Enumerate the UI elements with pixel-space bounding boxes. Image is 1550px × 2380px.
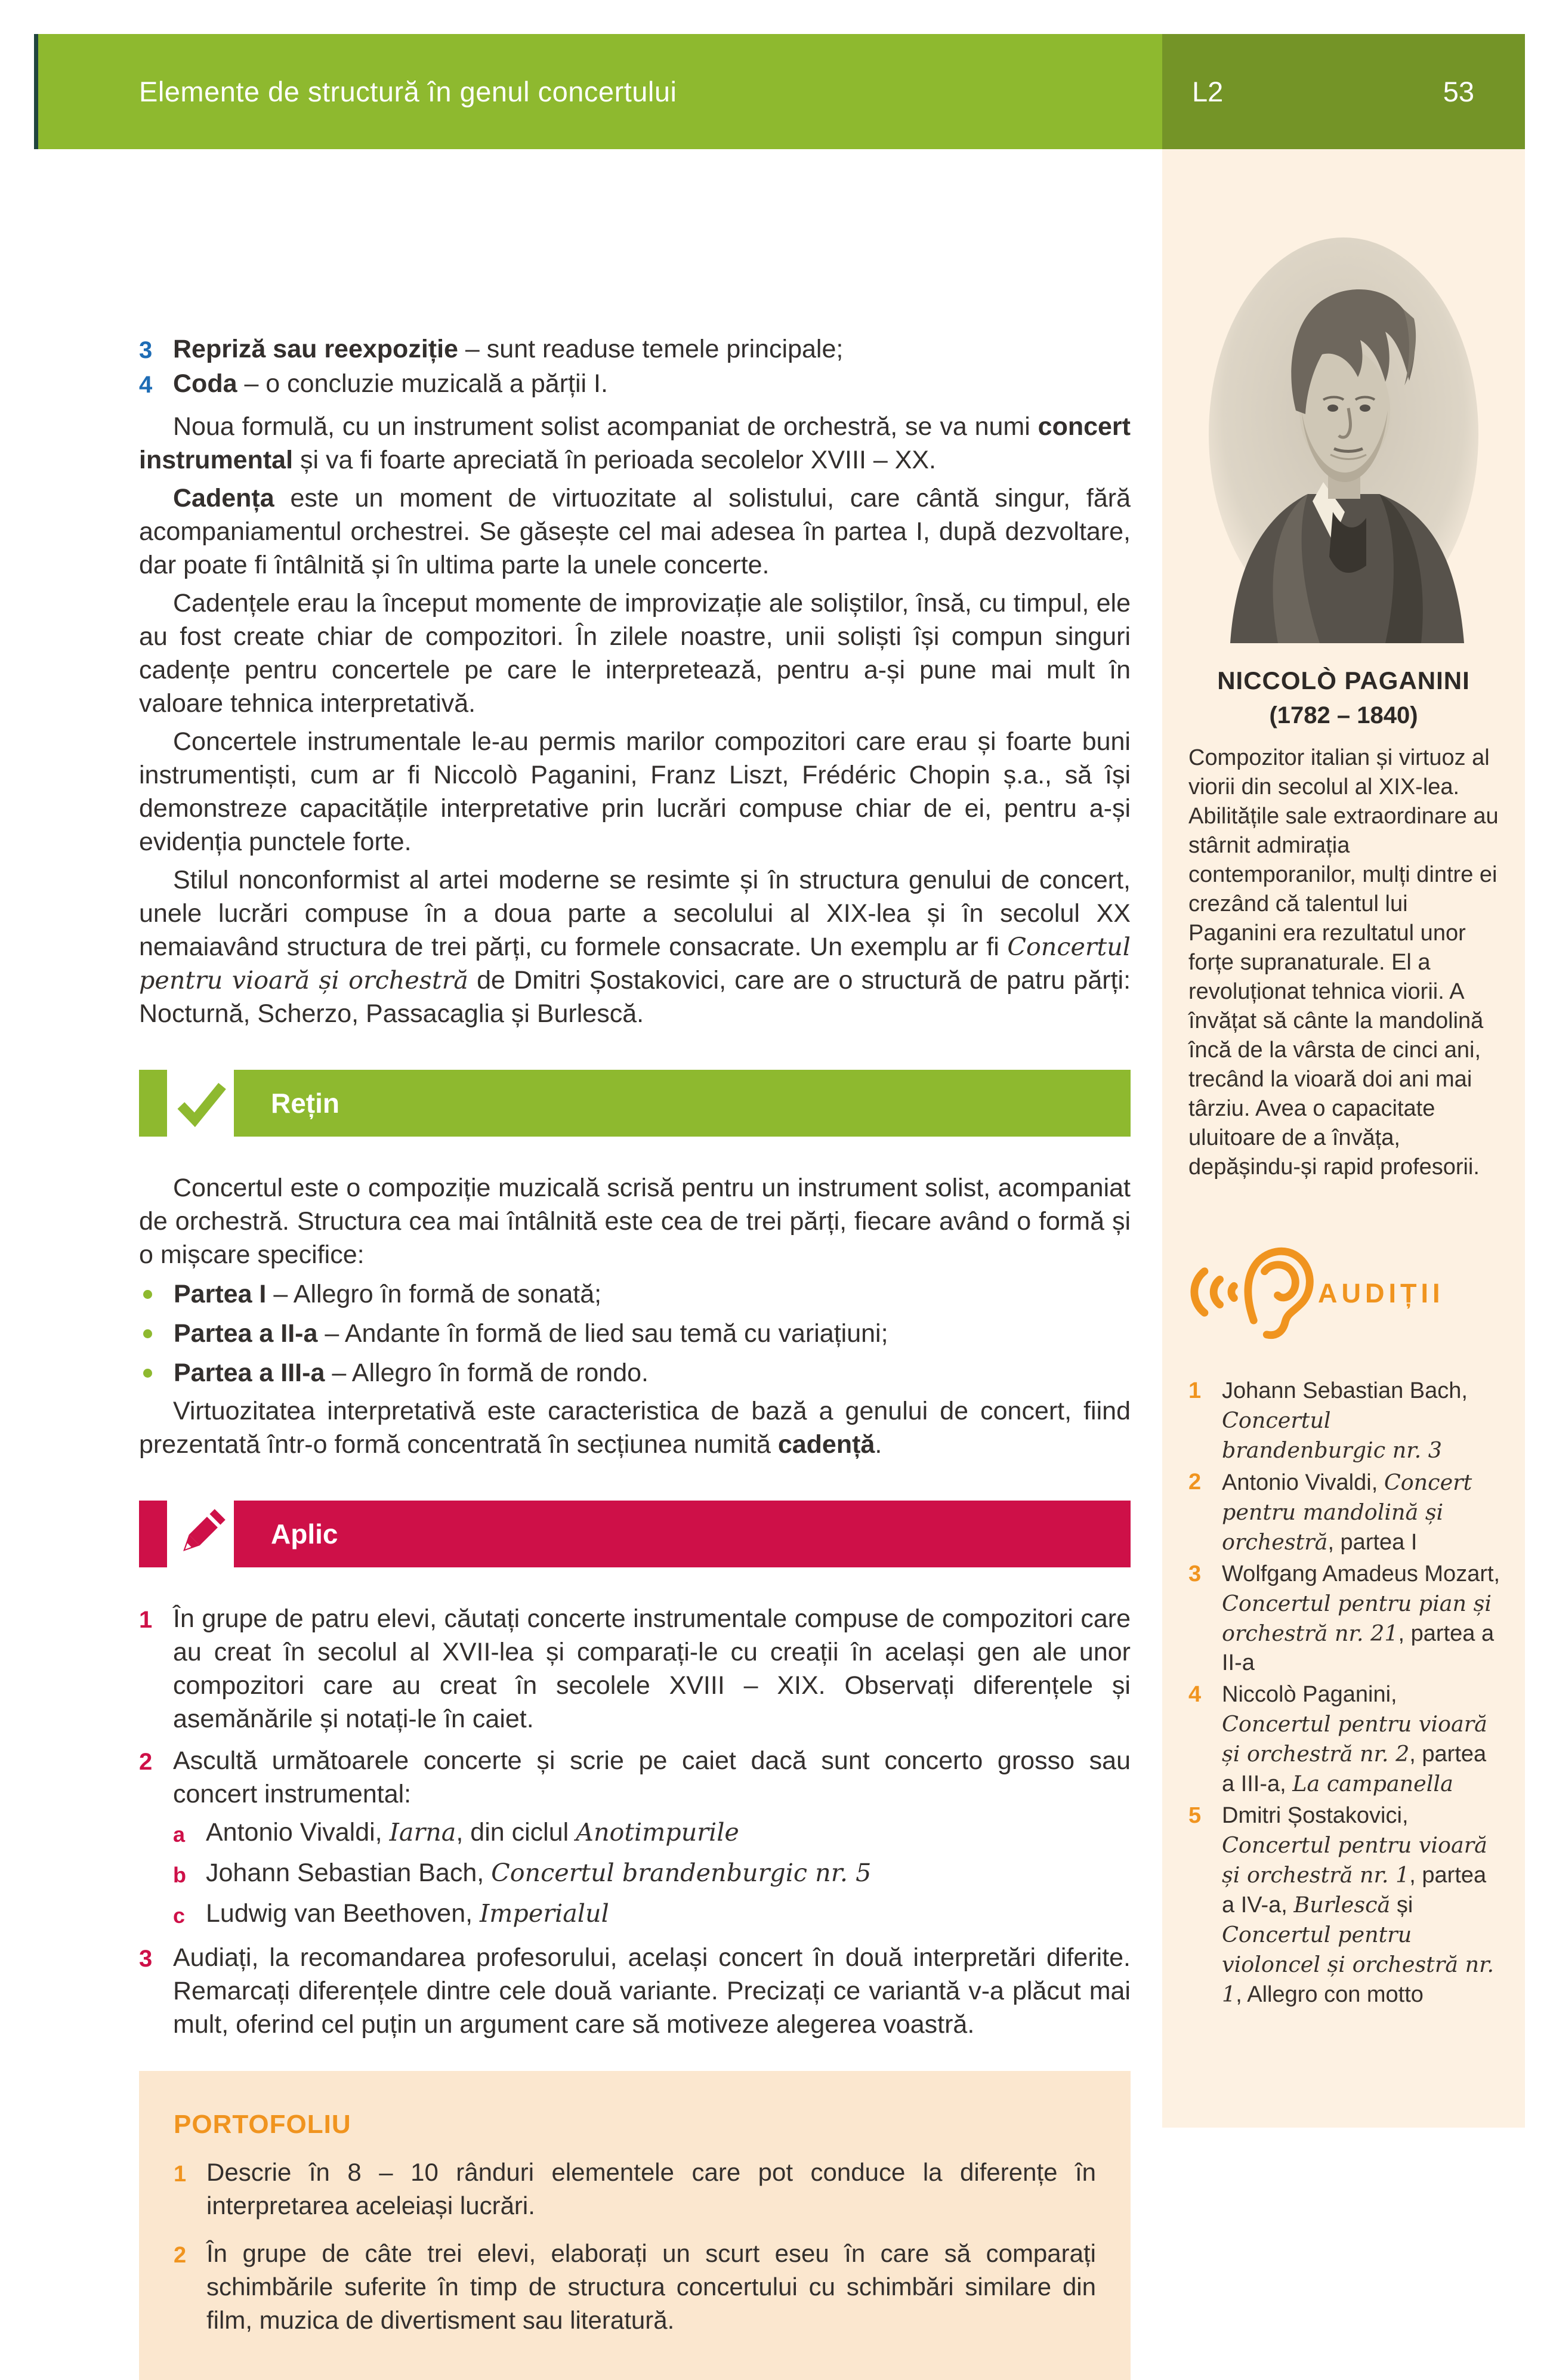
- list-item: [139, 332, 1131, 367]
- audition-item: [1188, 1560, 1501, 1678]
- bullet-text: Partea a III-a – Allegro în formă de rondo.: [174, 1359, 649, 1387]
- paragraph: Cadența este un moment de virtuozitate al solistului, care cântă singur, fără acompaniamentul orchestrei. Se găsește cel mai adesea în partea I, după dezvoltare, dar poate fi întâlnită și în ultima parte la unele concerte.: [139, 484, 1131, 579]
- exercise-number: 2: [139, 1749, 153, 1775]
- figure-dates: (1782 – 1840): [1269, 702, 1418, 728]
- check-icon: [167, 1070, 234, 1137]
- audition-item: [1188, 1680, 1501, 1799]
- audition-text: Johann Sebastian Bach, Concertul brandenburgic nr. 3: [1222, 1378, 1468, 1463]
- audition-text: Niccolò Paganini, Concertul pentru vioară și orchestră nr. 2, partea a III-a, La campanella: [1222, 1682, 1487, 1796]
- list-text: Coda – o concluzie muzicală a părții I.: [173, 369, 608, 398]
- page-number: 53: [1443, 76, 1474, 107]
- list-text: Repriză sau reexpoziție – sunt readuse temele principale;: [173, 335, 844, 363]
- list-number: 3: [139, 337, 153, 363]
- audition-item: [1188, 1468, 1501, 1557]
- bullet-item: [139, 1356, 1131, 1390]
- aplic-banner: [139, 1501, 1131, 1567]
- audition-number: 1: [1188, 1378, 1202, 1403]
- auditii-header: [1185, 1237, 1525, 1350]
- paragraph: Noua formulă, cu un instrument solist acompaniat de orchestră, se va numi concert instrumental și va fi foarte apreciată în perioada secolelor XVIII – XX.: [139, 412, 1131, 474]
- pencil-icon: [167, 1501, 234, 1567]
- page-header: [34, 34, 1525, 149]
- portfolio-item: [174, 2156, 1096, 2222]
- bullet-item: [139, 1277, 1131, 1311]
- audition-text: Antonio Vivaldi, Concert pentru mandolină și orchestră, partea I: [1222, 1470, 1472, 1555]
- audition-item: [1188, 1376, 1501, 1465]
- subitem-text: Antonio Vivaldi, Iarna, din ciclul Anotimpurile: [206, 1818, 739, 1847]
- sidebar: [1162, 149, 1525, 2128]
- exercise-subitem: [173, 1897, 1131, 1933]
- bullet-text: Partea I – Allegro în formă de sonată;: [174, 1280, 602, 1308]
- portfolio-title: PORTOFOLIU: [174, 2110, 351, 2139]
- portfolio-number: 2: [174, 2243, 187, 2268]
- audition-item: [1188, 1801, 1501, 2009]
- subitem-letter: b: [173, 1863, 186, 1887]
- bullet-icon: [143, 1369, 152, 1378]
- exercise-subitem: [173, 1856, 1131, 1892]
- retin-banner: [139, 1070, 1131, 1137]
- exercise-text: [173, 1744, 1131, 1933]
- subitem-text: Johann Sebastian Bach, Concertul brandenburgic nr. 5: [206, 1859, 872, 1887]
- auditii-list: [1188, 1376, 1501, 2009]
- list-item: [139, 367, 1131, 402]
- figure-bio: Compozitor italian și virtuoz al viorii din secolul al XIX-lea. Abilitățile sale extraordinare au stârnit admirația contemporanilor, mulți dintre ei crezând că talentul lui Paganini era rezultatul unor forțe supranaturale. El a revoluționat tehnica viorii. A învățat să cânte la mandolină încă de la vârsta de cinci ani, trecând la vioară doi ani mai târziu. Avea o capacitate uluitoare de a învăța, depășindu-și rapid profesorii.: [1188, 745, 1499, 1180]
- exercise-text: Audiați, la recomandarea profesorului, același concert în două interpretări diferite. Remarcați diferențele dintre cele două variante. Precizați ce variantă v-a plăcut mai mult, oferind cel puțin un argument care să motiveze alegerea voastră.: [173, 1943, 1131, 2039]
- figure-name: NICCOLÒ PAGANINI: [1217, 666, 1470, 694]
- main-content: [139, 332, 1131, 2380]
- audition-number: 3: [1188, 1561, 1202, 1586]
- paragraph: Cadențele erau la început momente de improvizație ale soliștilor, însă, cu timpul, ele au fost create chiar de compozitori. În zilele noastre, unii soliști își compun singuri cadențe pentru concertele pe care le interpretează, pentru a-și pune mai mult în valoare tehnica interpretativă.: [139, 589, 1131, 718]
- aplic-banner-label: Aplic: [234, 1501, 1131, 1567]
- portfolio-item: [174, 2237, 1096, 2337]
- exercise-item: [139, 1602, 1131, 1736]
- subitem-letter: c: [173, 1903, 186, 1928]
- audition-text: Dmitri Șostakovici, Concertul pentru vioară și orchestră nr. 1, partea a IV-a, Burlescă și Concertul pentru violoncel și orchestră nr. 1, Allegro con motto: [1222, 1803, 1495, 2007]
- audition-number: 5: [1188, 1803, 1202, 1828]
- bullet-icon: [143, 1329, 152, 1338]
- ear-icon: [1185, 1237, 1313, 1350]
- paragraph: Virtuozitatea interpretativă este caracteristica de bază a genului de concert, fiind prezentată într-o formă concentrată în secțiunea numită cadență.: [139, 1397, 1131, 1459]
- retin-bullet-list: [139, 1277, 1131, 1390]
- audition-number: 2: [1188, 1470, 1202, 1495]
- header-right-band: [1162, 34, 1525, 149]
- portfolio-number: 1: [174, 2162, 187, 2187]
- exercise-item: [139, 1744, 1131, 1933]
- subitem-text: Ludwig van Beethoven, Imperialul: [206, 1899, 609, 1928]
- exercise-number: 3: [139, 1946, 153, 1972]
- audition-number: 4: [1188, 1682, 1202, 1707]
- bullet-icon: [143, 1290, 152, 1299]
- retin-banner-label: Rețin: [234, 1070, 1131, 1137]
- exercise-item: [139, 1941, 1131, 2041]
- banner-chip: [139, 1070, 167, 1137]
- banner-chip: [139, 1501, 167, 1567]
- exercise-subitem: [173, 1816, 1131, 1851]
- page-title: Elemente de structură în genul concertului: [139, 76, 677, 107]
- exercise-number: 1: [139, 1607, 153, 1633]
- lesson-badge: L2: [1192, 76, 1224, 107]
- bullet-item: [139, 1317, 1131, 1350]
- subitem-letter: a: [173, 1822, 186, 1847]
- portfolio-text: Descrie în 8 – 10 rânduri elementele care pot conduce la diferențe în interpretarea aceleiași lucrări.: [206, 2158, 1096, 2220]
- portfolio-text: În grupe de câte trei elevi, elaborați un scurt eseu în care să comparați schimbările suferite în timp de structura concertului cu schimbări similare din film, muzica de divertisment sau literatură.: [206, 2239, 1096, 2334]
- exercise-text: În grupe de patru elevi, căutați concerte instrumentale compuse de compozitori care au creat în secolul al XVII-lea și comparați-le cu creații în același gen ale unor compozitori care au creat în secolele XVIII – XIX. Observați diferențele și asemănările și notați-le în caiet.: [173, 1604, 1131, 1733]
- paragraph: Concertele instrumentale le-au permis marilor compozitori care erau și foarte buni instrumentiști, cum ar fi Niccolò Paganini, Franz Liszt, Frédéric Chopin ș.a., să își demonstreze capacitățile interpretative prin lucrări compuse chiar de ei, pentru a-și evidenția punctele forte.: [139, 727, 1131, 856]
- portfolio-box: [139, 2071, 1131, 2380]
- paganini-portrait: [1162, 231, 1525, 646]
- auditii-title: AUDIȚII: [1318, 1278, 1444, 1308]
- paragraph: Stilul nonconformist al artei moderne se resimte și în structura genului de concert, unele lucrări compuse în a doua parte a secolului al XIX-lea și în secolul XX nemaiavând structura de trei părți, cu formele consacrate. Un exemplu ar fi Concertul pentru vioară și orchestră de Dmitri Șostakovici, care are o structură de patru părți: Nocturnă, Scherzo, Passacaglia și Burlescă.: [139, 866, 1131, 1028]
- paragraph: Concertul este o compoziție muzicală scrisă pentru un instrument solist, acompaniat de orchestră. Structura cea mai întâlnită este cea de trei părți, fiecare având o formă și o mișcare specifice:: [139, 1174, 1131, 1269]
- bullet-text: Partea a II-a – Andante în formă de lied sau temă cu variațiuni;: [174, 1319, 888, 1348]
- exercise-text-lead: Ascultă următoarele concerte și scrie pe caiet dacă sunt concerto grosso sau concert instrumental:: [173, 1746, 1131, 1808]
- list-number: 4: [139, 372, 153, 398]
- audition-text: Wolfgang Amadeus Mozart, Concertul pentru pian și orchestră nr. 21, partea a II-a: [1222, 1561, 1500, 1675]
